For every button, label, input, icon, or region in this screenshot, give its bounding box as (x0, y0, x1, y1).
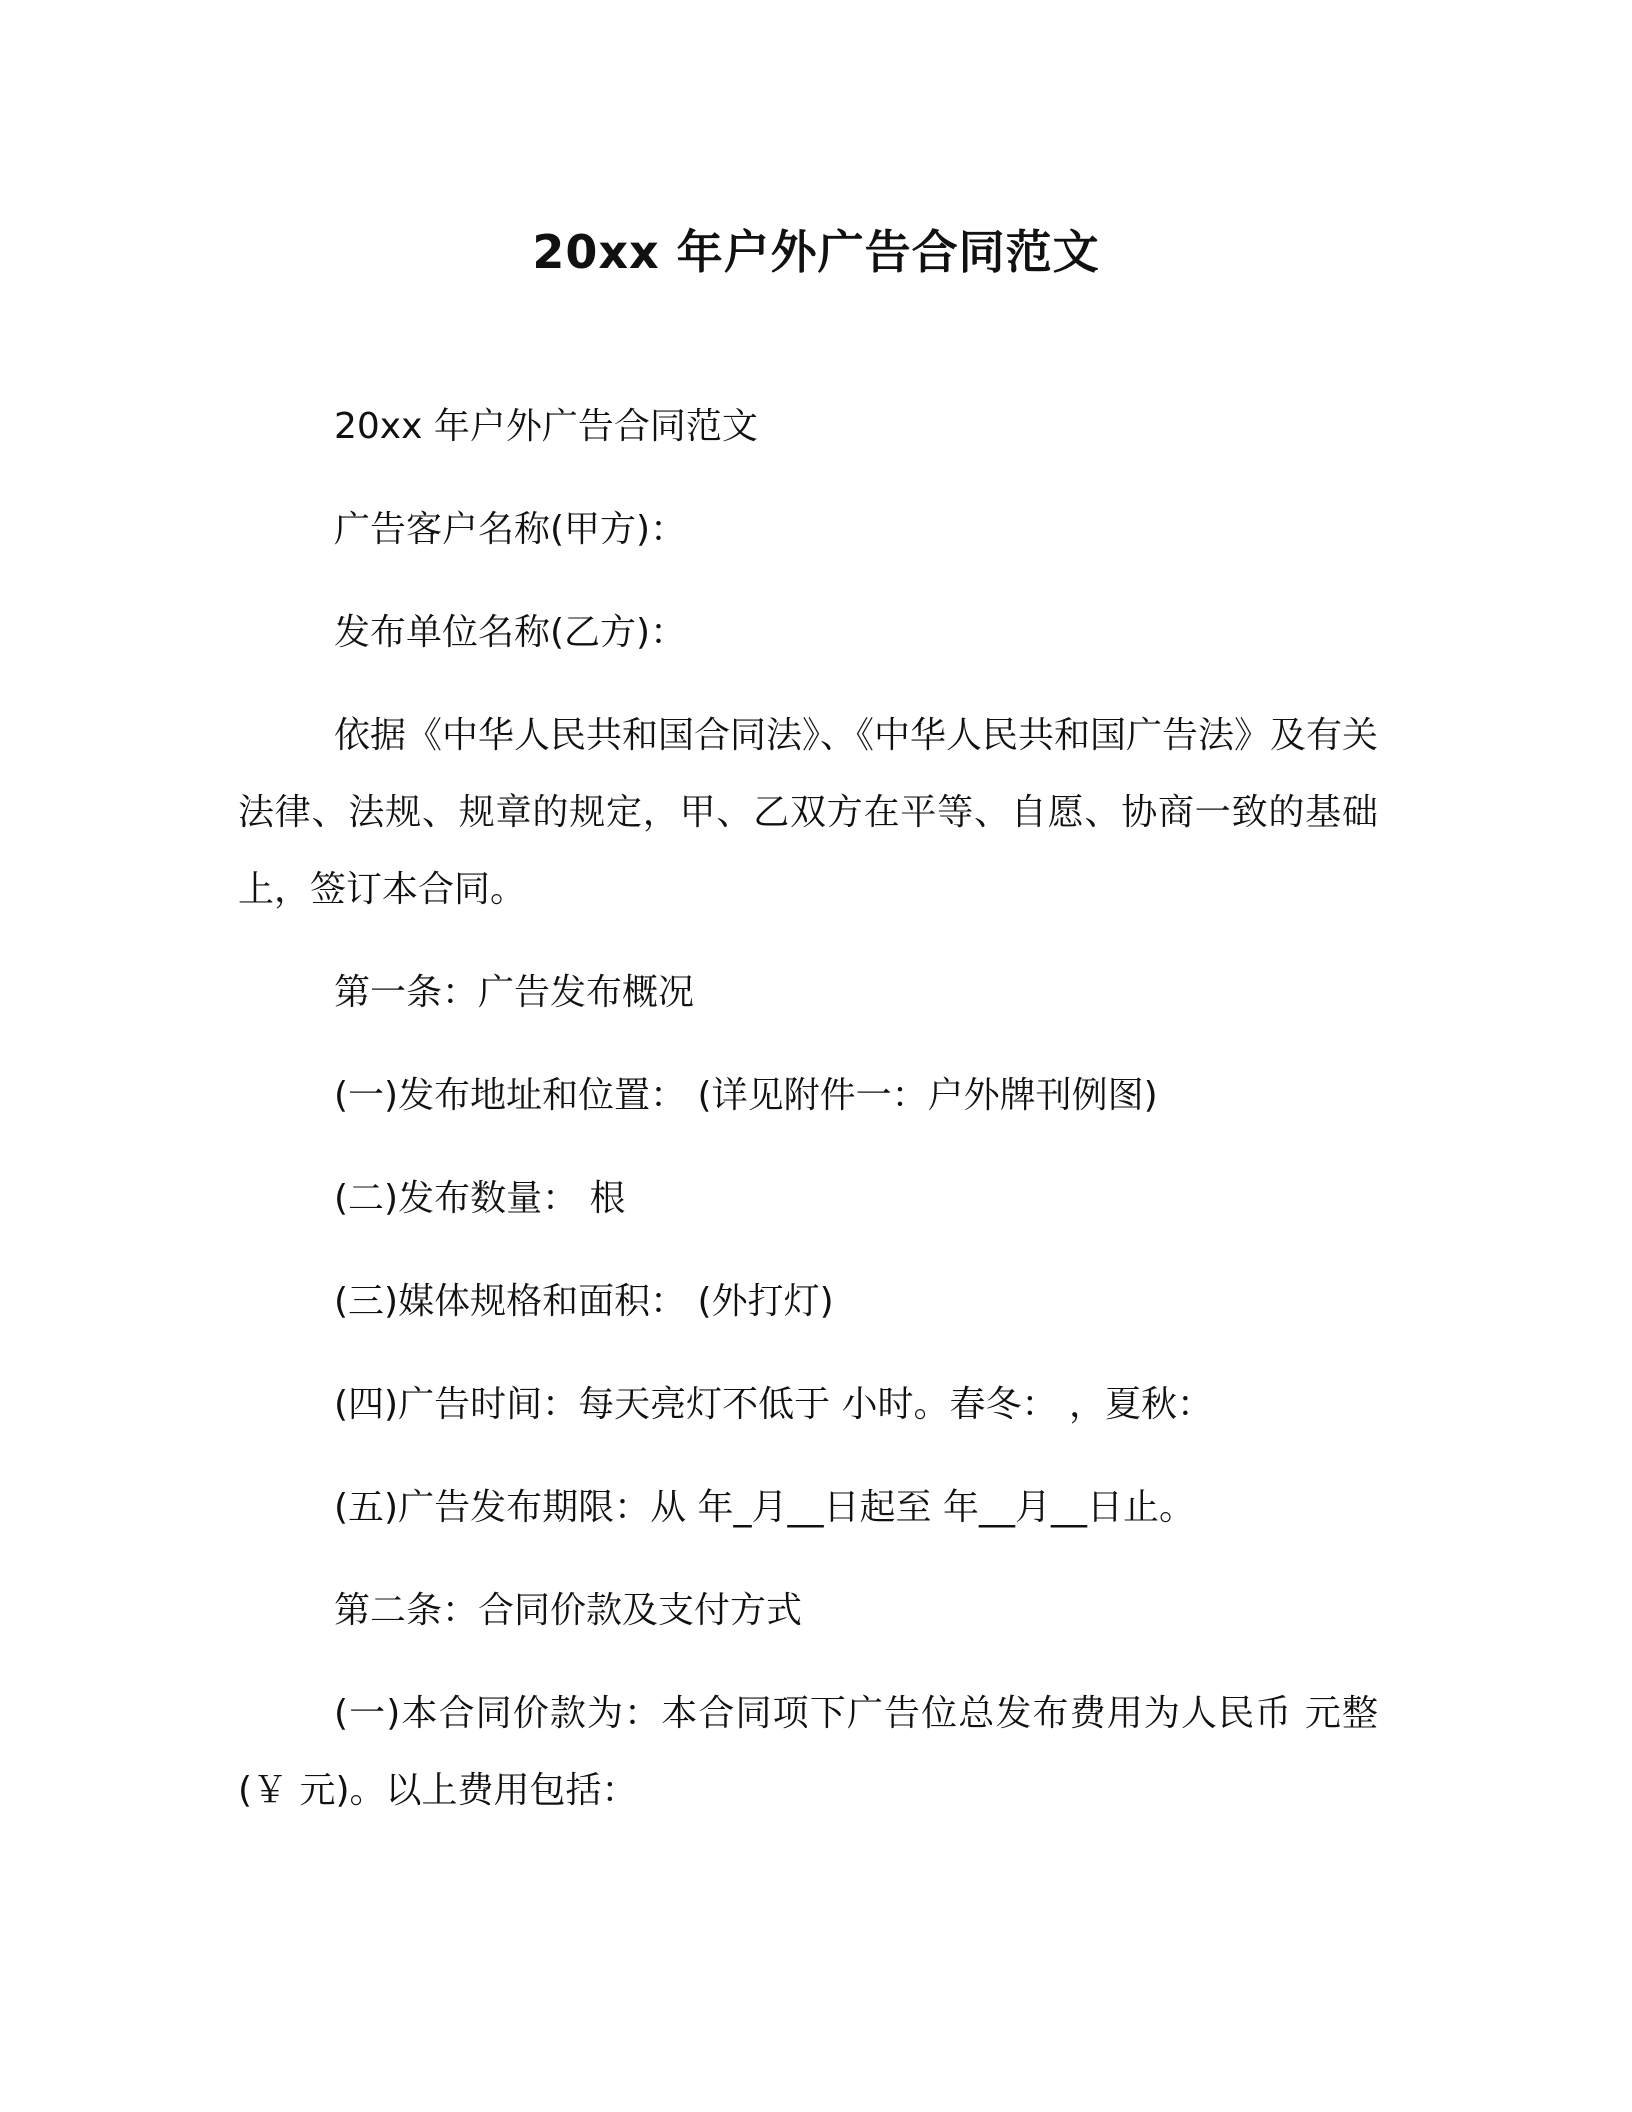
paragraph-item-location: (一)发布地址和位置： (详见附件一：户外牌刊例图) (334, 1075, 1158, 1116)
document-title: 20xx 年户外广告合同范文 (532, 225, 1100, 279)
paragraph-article-1: 第一条：广告发布概况 (334, 972, 695, 1013)
paragraph-basis: 依据《中华人民共和国合同法》、《中华人民共和国广告法》及有关法律、法规、规章的规定，甲、乙双方在平等、自愿、协商一致的基础上，签订本合同。 (238, 715, 1379, 910)
paragraph-item-quantity: (二)发布数量： 根 (334, 1178, 626, 1219)
document-body (238, 388, 1378, 1855)
paragraph-item-specification: (三)媒体规格和面积： (外打灯) (334, 1281, 834, 1322)
paragraph-item-period: (五)广告发布期限：从 年_月__日起至 年__月__日止。 (334, 1487, 1195, 1528)
paragraph-item-time: (四)广告时间：每天亮灯不低于 小时。春冬： ，夏秋： (334, 1384, 1213, 1425)
paragraph-subtitle: 20xx 年户外广告合同范文 (334, 406, 758, 447)
paragraph-price: (一)本合同价款为：本合同项下广告位总发布费用为人民币 元整(￥ 元)。以上费用包括： (238, 1693, 1378, 1811)
paragraph-article-2: 第二条：合同价款及支付方式 (334, 1590, 803, 1631)
paragraph-party-b: 发布单位名称(乙方)： (334, 612, 687, 653)
paragraph-party-a: 广告客户名称(甲方)： (334, 509, 687, 550)
